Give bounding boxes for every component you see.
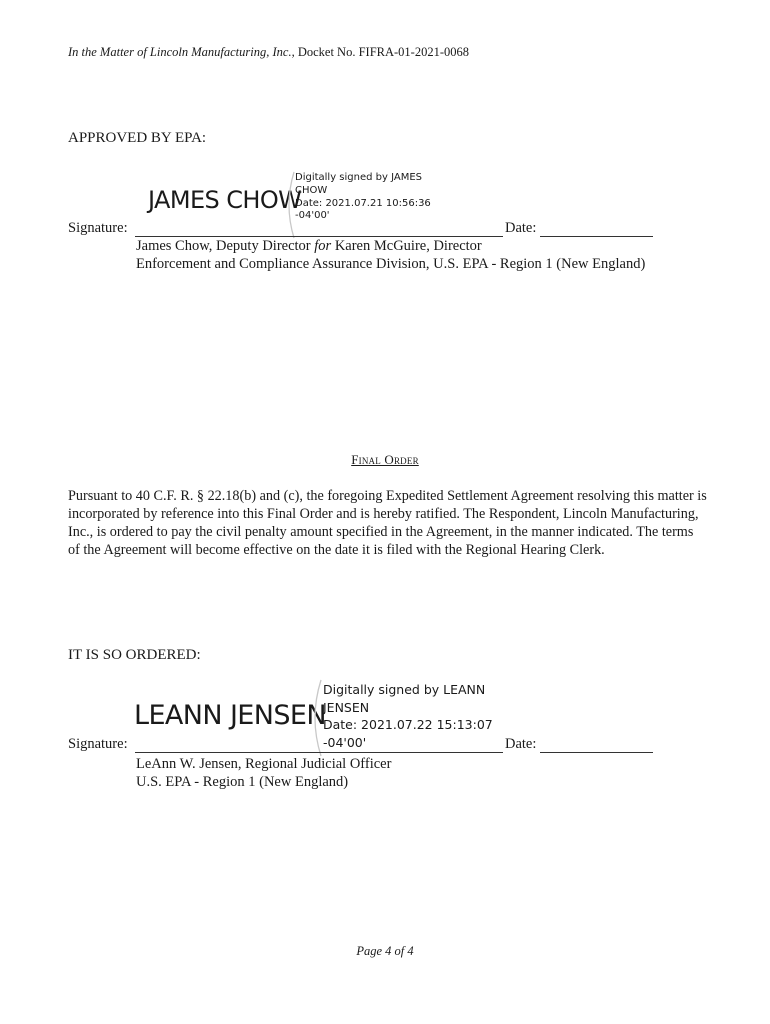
digital-signature-line: Date: 2021.07.22 15:13:07 xyxy=(323,717,493,732)
signer-title: James Chow, Deputy Director for Karen McGuire, Director xyxy=(136,238,482,254)
digital-signature-line: JENSEN xyxy=(323,699,370,715)
final-order-title: Final Order xyxy=(351,452,419,467)
digital-signature-line: Digitally signed by LEANN xyxy=(323,682,486,697)
digital-signature-line: -04'00' xyxy=(295,210,330,222)
digital-signature-line: Digitally signed by JAMES xyxy=(295,172,423,183)
digital-signature-name: JAMES CHOW xyxy=(148,186,302,214)
date-label: Date: xyxy=(505,736,537,752)
signer-organization: Enforcement and Compliance Assurance Division, U.S. EPA - Region 1 (New England) xyxy=(136,256,646,272)
signature-label: Signature: xyxy=(68,736,128,752)
ordered-heading: IT IS SO ORDERED: xyxy=(68,647,201,663)
digital-signature-info xyxy=(295,172,445,223)
approved-heading: APPROVED BY EPA: xyxy=(68,130,207,146)
header-case-name: In the Matter of Lincoln Manufacturing, Inc., xyxy=(68,45,295,59)
signer-title: LeAnn W. Jensen, Regional Judicial Officer xyxy=(136,756,392,772)
running-header xyxy=(68,45,469,60)
signature-line xyxy=(135,752,503,753)
digital-signature-line: CHOW xyxy=(295,184,328,196)
date-line xyxy=(540,752,653,753)
signer-organization: U.S. EPA - Region 1 (New England) xyxy=(136,774,349,790)
date-line xyxy=(540,236,653,237)
final-order-paragraph: Pursuant to 40 C.F. R. § 22.18(b) and (c), the foregoing Expedited Settlement Agreement resolving this matter is incorporated by reference into this Final Order and is hereby ratified. The Respondent, Lincoln Manufacturing, Inc., is ordered to pay the civil penalty amount specified in the Agreement, in the manner indicated. The terms of the Agreement will become effective on the date it is filed with the Regional Hearing Clerk. xyxy=(68,488,707,558)
header-docket: Docket No. FIFRA-01-2021-0068 xyxy=(294,45,469,59)
page-number: Page 4 of 4 xyxy=(356,944,414,958)
signature-label: Signature: xyxy=(68,220,128,236)
date-label: Date: xyxy=(505,220,537,236)
digital-signature-line: Date: 2021.07.21 10:56:36 xyxy=(295,197,431,209)
digital-signature-line: -04'00' xyxy=(323,734,367,750)
digital-signature-info xyxy=(323,681,503,751)
digital-signature-name: LEANN JENSEN xyxy=(134,700,326,731)
